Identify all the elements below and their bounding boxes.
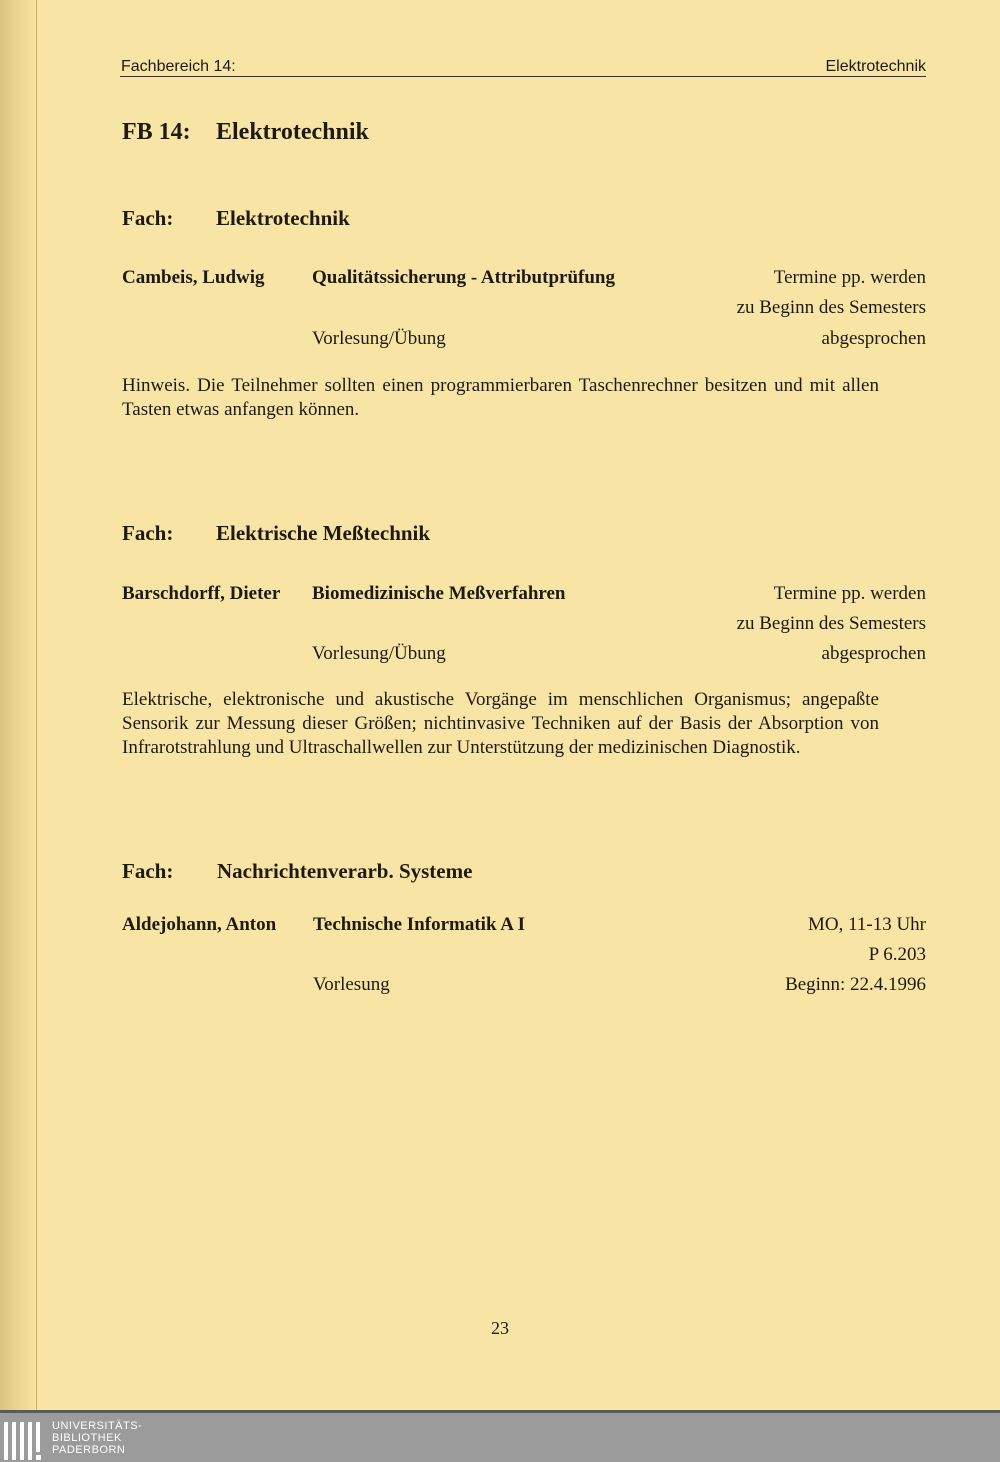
section-3-info-1: MO, 11-13 Uhr [807, 914, 926, 935]
section-1-lecturer: Cambeis, Ludwig [122, 267, 265, 288]
library-logo-icon [3, 1418, 47, 1462]
section-1-course: Qualitätssicherung - Attributprüfung [312, 267, 615, 288]
book-spine-shadow [0, 0, 40, 1410]
section-1-info-3: abgesprochen [821, 328, 926, 349]
section-2-info-3: abgesprochen [821, 643, 926, 664]
header-rule [120, 76, 926, 77]
section-1-fach-label: Fach: [122, 206, 174, 230]
section-1-info-1: Termine pp. werden [773, 267, 926, 288]
section-2-fach-label: Fach: [122, 521, 174, 545]
section-2-info-2: zu Beginn des Semesters [736, 613, 926, 634]
section-2-info-1: Termine pp. werden [773, 583, 926, 604]
library-name-line-1: UNIVERSITÄTS- [52, 1420, 143, 1432]
library-name-line-3: PADERBORN [52, 1444, 126, 1456]
section-1-info-2: zu Beginn des Semesters [736, 297, 926, 318]
section-1-fach-name: Elektrotechnik [216, 206, 350, 230]
page-number: 23 [491, 1318, 509, 1338]
library-name-line-2: BIBLIOTHEK [52, 1432, 122, 1444]
section-3-info-2: P 6.203 [868, 944, 926, 965]
running-header-right: Elektrotechnik [825, 58, 926, 75]
section-3-lecturer: Aldejohann, Anton [122, 914, 277, 935]
section-2-fach-name: Elektrische Meßtechnik [216, 521, 431, 545]
section-3-fach-name: Nachrichtenverarb. Systeme [217, 859, 473, 883]
running-header-left: Fachbereich 14: [121, 58, 236, 75]
library-footer [0, 1410, 1000, 1462]
section-1-note: Hinweis. Die Teilnehmer sollten einen programmierbaren Taschenrechner besitzen und mit allen Tasten etwas anfangen können. [122, 375, 879, 420]
department-code: FB 14: [122, 119, 191, 145]
footer-top-edge [0, 1410, 1000, 1413]
section-2-type: Vorlesung/Übung [312, 643, 446, 664]
section-3-course: Technische Informatik A I [313, 914, 526, 935]
spine-edge [36, 0, 37, 1410]
department-title: Elektrotechnik [216, 119, 369, 145]
section-3-type: Vorlesung [313, 974, 390, 995]
section-3-info-3: Beginn: 22.4.1996 [785, 974, 926, 995]
section-2-lecturer: Barschdorff, Dieter [122, 583, 281, 604]
section-1-type: Vorlesung/Übung [312, 328, 446, 349]
section-2-course: Biomedizinische Meßverfahren [312, 583, 566, 604]
section-2-note: Elektrische, elektronische und akustische Vorgänge im menschlichen Organismus; angepaßte Sensorik zur Messung dieser Größen; nichtinvasive Techniken auf der Basis der Absorption von Infrarotstrahlung und Ultraschallwellen zur Unterstützung der medizinischen Diagnostik. [122, 689, 879, 758]
library-name [52, 1420, 142, 1456]
section-3-fach-label: Fach: [122, 859, 174, 883]
